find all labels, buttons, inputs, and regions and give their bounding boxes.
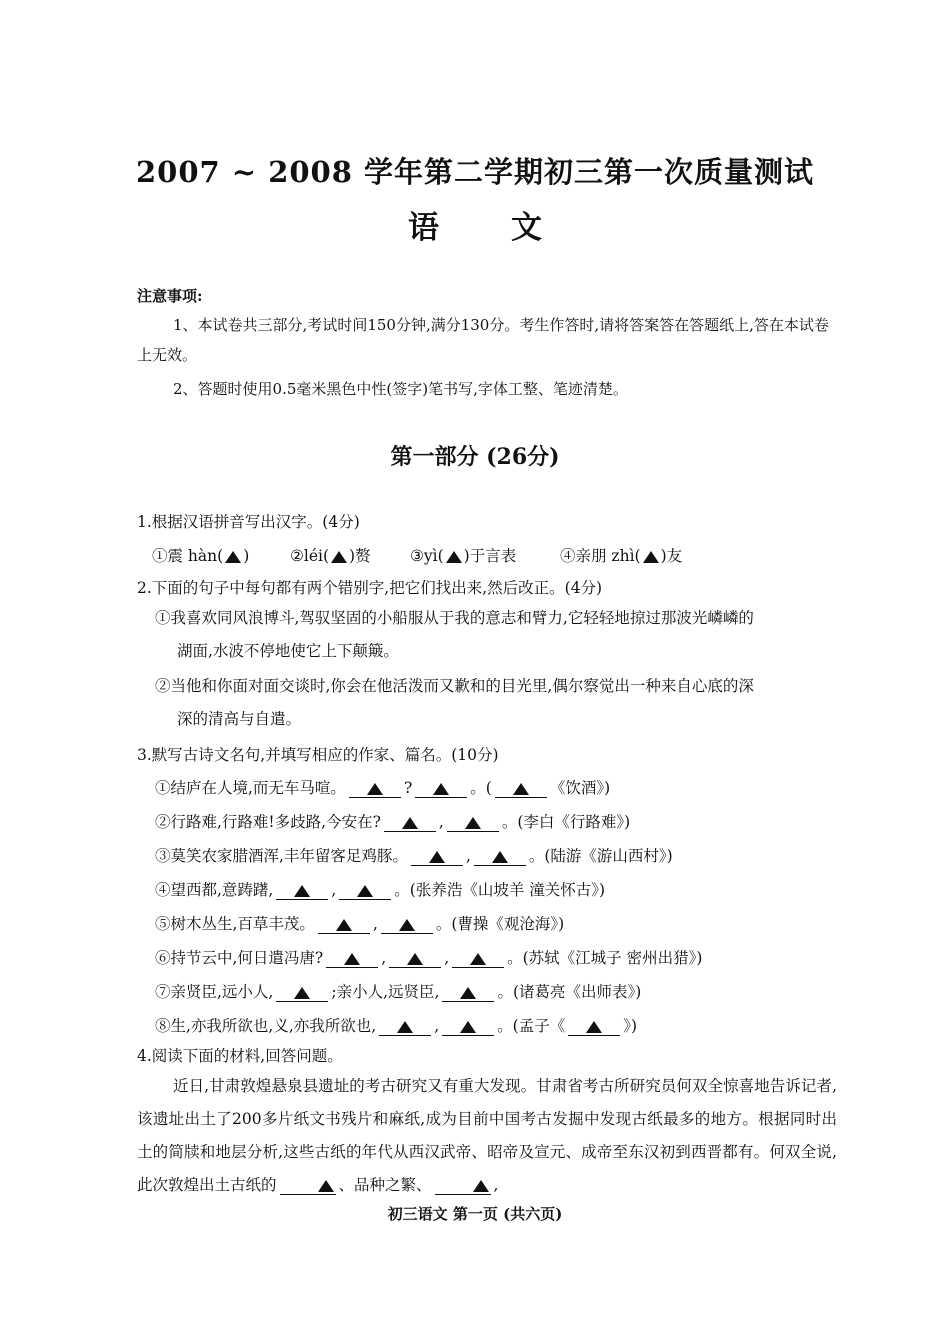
blank-triangle-icon	[460, 1021, 476, 1033]
verse-item: ⑧生,亦我所欲也,义,亦我所欲也, , 。(孟子《 》)	[155, 1017, 638, 1035]
blank-triangle-icon	[586, 1021, 602, 1033]
blank-triangle-icon	[470, 953, 486, 965]
blank-triangle-icon	[433, 783, 449, 795]
verse-item: ④望西都,意踌躇, , 。(张养浩《山坡羊 潼关怀古》)	[155, 881, 606, 899]
blank-triangle-icon	[513, 783, 529, 795]
question-2-item: ②当他和你面对面交谈时,你会在他活泼而又歉和的目光里,偶尔察觉出一种来自心底的深 深的清高与自遣。	[155, 677, 754, 728]
blank-triangle-icon	[402, 817, 418, 829]
subject-title	[0, 202, 950, 247]
question-1-stem: 1.根据汉语拼音写出汉字。(4分)	[137, 513, 360, 531]
blank-triangle-icon	[429, 851, 445, 863]
blank-triangle-icon	[357, 885, 373, 897]
blank-triangle-icon	[331, 551, 347, 563]
question-4-stem: 4.阅读下面的材料,回答问题。	[137, 1047, 343, 1065]
verse-item: ①结庐在人境,而无车马喧。 ? 。( 《饮酒》)	[155, 779, 611, 797]
blank-triangle-icon	[225, 551, 241, 563]
blank-triangle-icon	[407, 953, 423, 965]
verse-item: ⑥持节云中,何日遣冯唐? , , 。(苏轼《江城子 密州出猎》)	[155, 949, 703, 967]
question-2-item: ①我喜欢同风浪博斗,驾驭坚固的小船服从于我的意志和臂力,它轻轻地掠过那波光嶙嶙的 湖面,水波不停地使它上下颠簸。	[155, 609, 754, 660]
blank-triangle-icon	[643, 551, 659, 563]
blank-triangle-icon	[460, 987, 476, 999]
pinyin-item: ②léi( )赘	[290, 547, 371, 565]
pinyin-item: ④亲朋 zhì( )友	[560, 547, 683, 565]
question-2-stem: 2.下面的句子中每句都有两个错别字,把它们找出来,然后改正。(4分)	[137, 579, 603, 597]
blank-triangle-icon	[294, 987, 310, 999]
blank-triangle-icon	[318, 1180, 334, 1192]
subject-char: 语	[408, 210, 439, 246]
verse-item: ⑦亲贤臣,远小人, ;亲小人,远贤臣, 。(诸葛亮《出师表》)	[155, 983, 642, 1001]
notice-item: 1、本试卷共三部分,考试时间150分钟,满分130分。考生作答时,请将答案答在答题纸上,答在本试卷上无效。	[137, 316, 829, 364]
notice-item: 2、答题时使用0.5毫米黑色中性(签字)笔书写,字体工整、笔迹清楚。	[173, 380, 628, 398]
blank-triangle-icon	[367, 783, 383, 795]
blank-triangle-icon	[397, 1021, 413, 1033]
blank-triangle-icon	[446, 551, 462, 563]
notice-label: 注意事项:	[137, 287, 203, 305]
verse-item: ⑤树木丛生,百草丰茂。 , 。(曹操《观沧海》)	[155, 915, 565, 933]
blank-triangle-icon	[336, 919, 352, 931]
question-3-stem: 3.默写古诗文名句,并填写相应的作家、篇名。(10分)	[137, 746, 499, 764]
blank-triangle-icon	[344, 953, 360, 965]
page-footer: 初三语文 第一页 (共六页)	[387, 1205, 563, 1223]
blank-triangle-icon	[492, 851, 508, 863]
blank-triangle-icon	[294, 885, 310, 897]
blank-triangle-icon	[465, 817, 481, 829]
pinyin-item: ①震 hàn( )	[152, 547, 250, 565]
section-title: 第一部分 (26分)	[390, 444, 560, 470]
verse-item: ②行路难,行路难!多歧路,今安在? , 。(李白《行路难》)	[155, 813, 631, 831]
verse-item: ③莫笑农家腊酒浑,丰年留客足鸡豚。 , 。(陆游《游山西村》)	[155, 847, 673, 865]
blank-triangle-icon	[473, 1180, 489, 1192]
exam-title: 2007 ~ 2008 学年第二学期初三第一次质量测试	[135, 155, 814, 189]
blank-triangle-icon	[399, 919, 415, 931]
subject-char: 文	[511, 210, 542, 246]
reading-passage: 近日,甘肃敦煌悬泉县遗址的考古研究又有重大发现。甘肃省考古所研究员何双全惊喜地告诉记者,该遗址出土了200多片纸文书残片和麻纸,成为目前中国考古发掘中发现古纸最多的地方。根据同时出土的简牍和地层分析,这些古纸的年代从西汉武帝、昭帝及宣元、成帝至东汉初到西晋都有。何双全说,此次敦煌出土古纸的 、品种之繁、 ,	[137, 1077, 837, 1194]
pinyin-item: ③yì( )于言表	[410, 547, 517, 565]
